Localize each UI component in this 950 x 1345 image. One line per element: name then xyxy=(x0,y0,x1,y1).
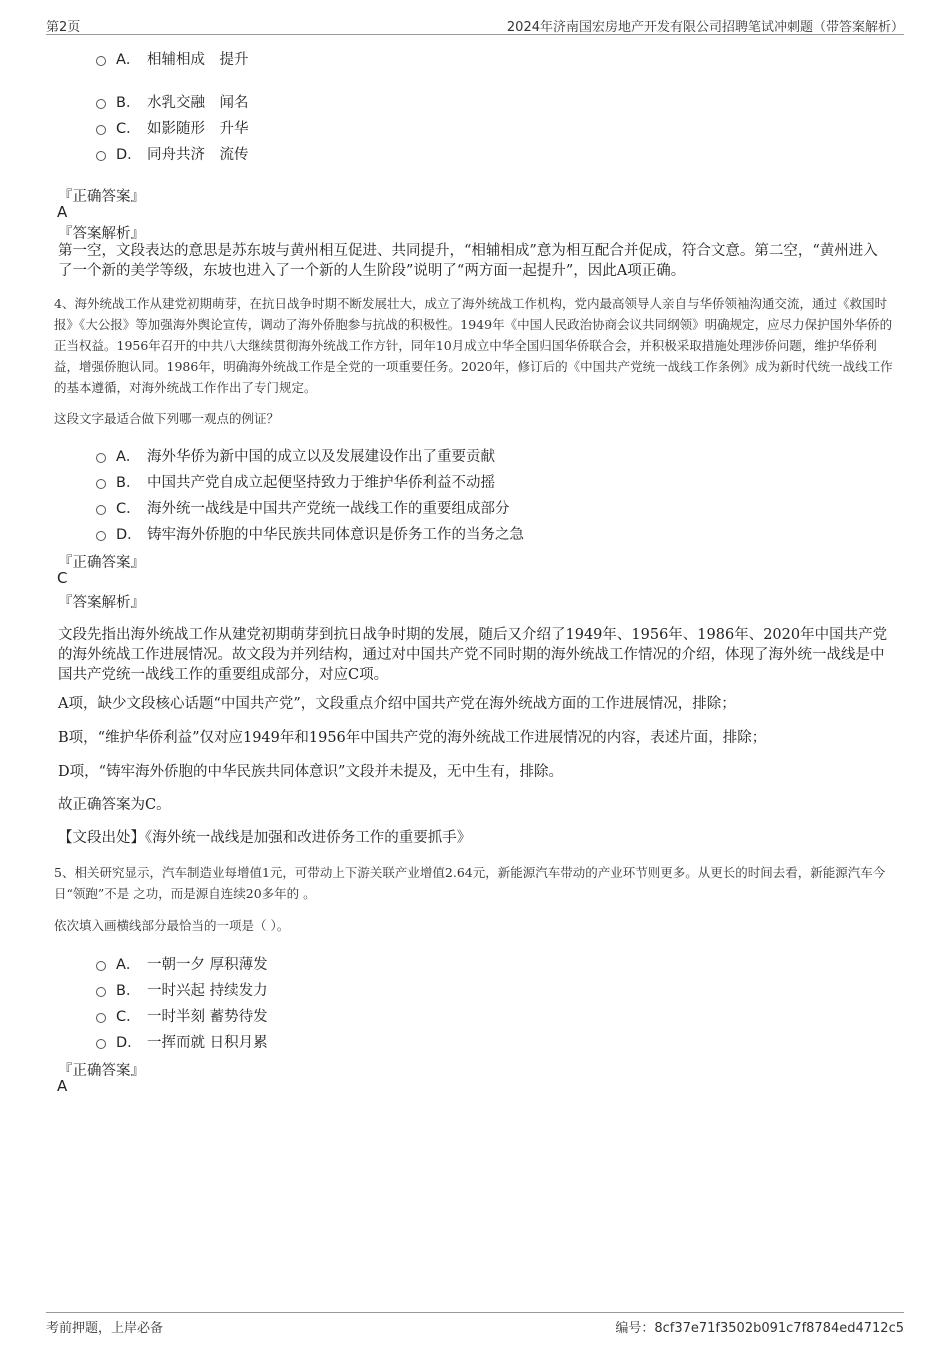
q3-option-d[interactable]: D． 同舟共济 流传 xyxy=(96,143,249,164)
q4-analysis-d: D项，“铸牢海外侨胞的中华民族共同体意识”文段并未提及，无中生有，排除。 xyxy=(58,764,563,780)
q4-conclusion: 故正确答案为C。 xyxy=(58,797,171,813)
q5-option-c[interactable]: C． 一时半刻 蓄势待发 xyxy=(96,1005,268,1026)
q4-source: 【文段出处】《海外统一战线是加强和改进侨务工作的重要抓手》 xyxy=(58,830,472,846)
document-title: 2024年济南国宏房地产开发有限公司招聘笔试冲刺题（带答案解析） xyxy=(506,20,904,35)
q4-option-a[interactable]: A． 海外华侨为新中国的成立以及发展建设作出了重要贡献 xyxy=(96,445,495,466)
q3-analysis: 第一空，文段表达的意思是苏东坡与黄州相互促进、共同提升，“相辅相成”意为相互配合并促成，符合文意。第二空，“黄州进入了一个新的美学等级，东坡也进入了一个新的人生阶段”说明了“两方面一起提升”，因此A项正确。 xyxy=(58,243,878,279)
q4-option-b[interactable]: B． 中国共产党自成立起便坚持致力于维护华侨利益不动摇 xyxy=(96,471,495,492)
radio-icon[interactable] xyxy=(96,1039,106,1049)
q5-question: 依次填入画横线部分最恰当的一项是（ ）。 xyxy=(54,918,290,933)
radio-icon[interactable] xyxy=(96,151,106,161)
q4-analysis-tag: 『答案解析』 xyxy=(58,595,145,611)
q5-option-d[interactable]: D． 一挥而就 日积月累 xyxy=(96,1031,268,1052)
page-number: 第2页 xyxy=(46,20,81,35)
radio-icon[interactable] xyxy=(96,531,106,541)
q5-stem: 5、相关研究显示，汽车制造业每增值1元，可带动上下游关联产业增值2.64元，新能源汽车带动的产业环节则更多。从更长的时间去看，新能源汽车今日“领跑”不是 之功，而是源自连续20多年的 。 xyxy=(54,865,886,901)
radio-icon[interactable] xyxy=(96,505,106,515)
q4-answer-tag: 『正确答案』 xyxy=(58,555,145,571)
q4-option-d[interactable]: D． 铸牢海外侨胞的中华民族共同体意识是侨务工作的当务之急 xyxy=(96,523,524,544)
page-footer xyxy=(46,1312,904,1335)
radio-icon[interactable] xyxy=(96,99,106,109)
footer-slogan: 考前押题，上岸必备 xyxy=(46,1321,164,1336)
q4-option-c[interactable]: C． 海外统一战线是中国共产党统一战线工作的重要组成部分 xyxy=(96,497,510,518)
q5-answer-tag: 『正确答案』 xyxy=(58,1063,145,1079)
q4-question: 这段文字最适合做下列哪一观点的例证？ xyxy=(54,411,280,426)
radio-icon[interactable] xyxy=(96,961,106,971)
q5-option-b[interactable]: B． 一时兴起 持续发力 xyxy=(96,979,268,1000)
q3-answer: A xyxy=(57,203,68,221)
document-code: 编号：8cf37e71f3502b091c7f8784ed4712c5 xyxy=(615,1321,904,1336)
radio-icon[interactable] xyxy=(96,1013,106,1023)
q4-analysis-b: B项，“维护华侨利益”仅对应1949年和1956年中国共产党的海外统战工作进展情况的内容，表述片面，排除； xyxy=(58,730,767,746)
radio-icon[interactable] xyxy=(96,479,106,489)
q4-analysis-main: 文段先指出海外统战工作从建党初期萌芽到抗日战争时期的发展，随后又介绍了1949年、1956年、1986年、2020年中国共产党的海外统战工作进展情况。故文段为并列结构，通过对中国共产党不同时期的海外统战工作情况的介绍，体现了海外统一战线是中国共产党统一战线工作的重要组成部分，对应C项。 xyxy=(58,627,888,683)
q4-answer: C xyxy=(57,569,68,587)
q3-option-c[interactable]: C． 如影随形 升华 xyxy=(96,117,249,138)
q3-answer-tag: 『正确答案』 xyxy=(58,189,145,205)
q5-option-a[interactable]: A． 一朝一夕 厚积薄发 xyxy=(96,953,268,974)
radio-icon[interactable] xyxy=(96,987,106,997)
page-header xyxy=(46,14,904,35)
radio-icon[interactable] xyxy=(96,56,106,66)
radio-icon[interactable] xyxy=(96,125,106,135)
q4-analysis-a: A项，缺少文段核心话题“中国共产党”，文段重点介绍中国共产党在海外统战方面的工作进展情况，排除； xyxy=(58,696,736,712)
q3-option-b[interactable]: B． 水乳交融 闻名 xyxy=(96,91,249,112)
q4-stem: 4、海外统战工作从建党初期萌芽，在抗日战争时期不断发展壮大，成立了海外统战工作机构，党内最高领导人亲自与华侨领袖沟通交流，通过《救国时报》《大公报》等加强海外舆论宣传，调动了海外侨胞参与抗战的积极性。1949年《中国人民政治协商会议共同纲领》明确规定，应尽力保护国外华侨的正当权益。1956年召开的中共八大继续贯彻海外统战工作方针，同年10月成立中华全国归国华侨联合会，并积极采取措施处理涉侨问题，维护华侨利益，增强侨胞认同。1986年，明确海外统战工作是全党的一项重要任务。2020年，修订后的《中国共产党统一战线工作条例》成为新时代统一战线工作的基本遵循，对海外统战工作作出了专门规定。 xyxy=(54,296,893,395)
q3-analysis-tag: 『答案解析』 xyxy=(58,226,145,242)
q5-answer: A xyxy=(57,1077,68,1095)
radio-icon[interactable] xyxy=(96,453,106,463)
q3-option-a[interactable]: A． 相辅相成 提升 xyxy=(96,48,249,69)
